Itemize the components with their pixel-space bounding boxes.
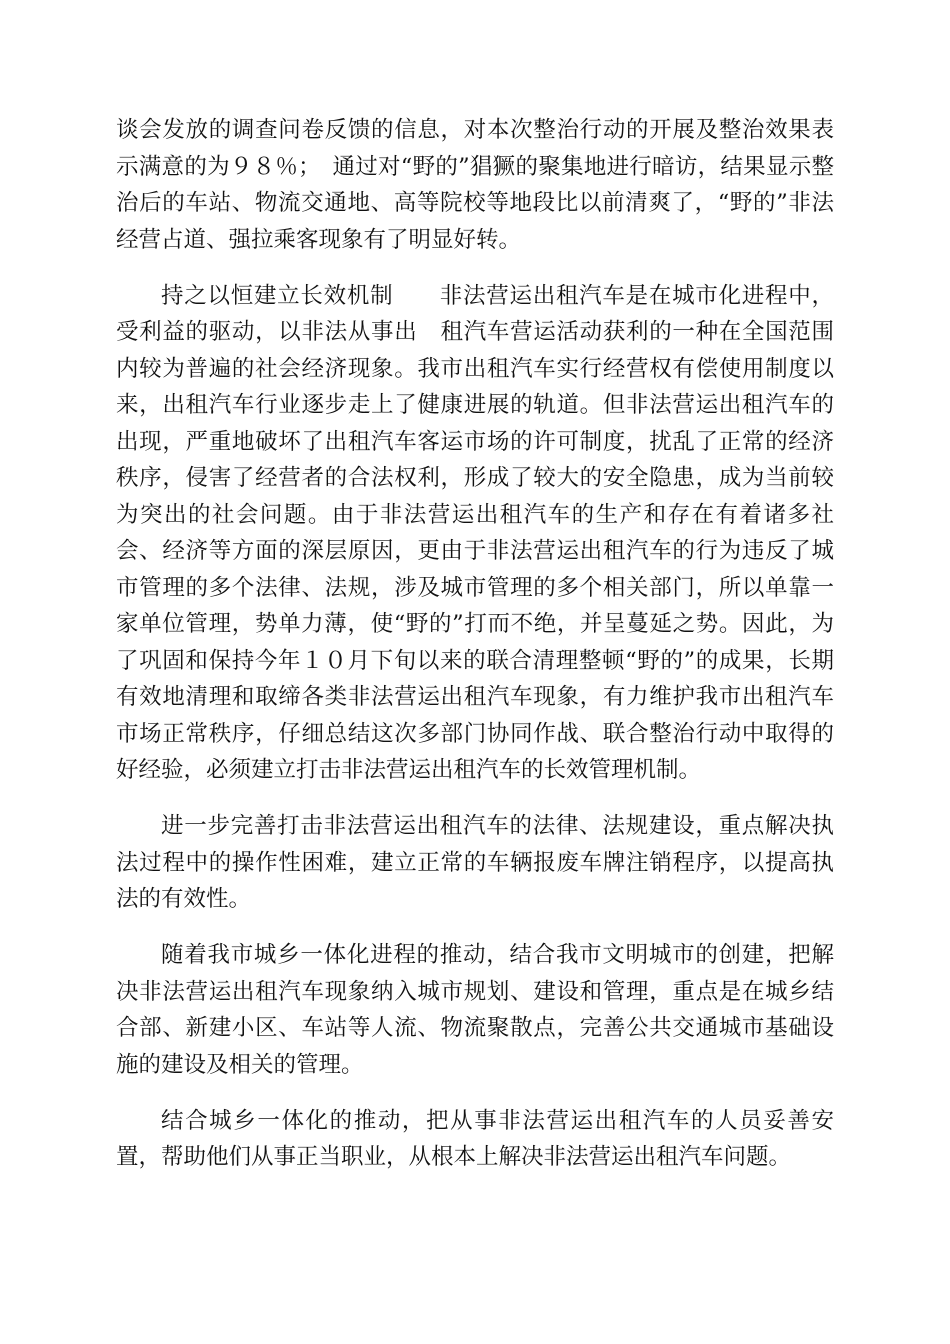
document-body bbox=[116, 112, 834, 1176]
paragraph-long-term-mechanism: 持之以恒建立长效机制 非法营运出租汽车是在城市化进程中，受利益的驱动，以非法从事出 租汽车营运活动获利的一种在全国范围内较为普遍的社会经济现象。我市出租汽车实行经营权有偿使用制度以来，出租汽车行业逐步走上了健康进展的轨道。但非法营运出租汽车的出现，严重地破坏了出租汽车客运市场的许可制度，扰乱了正常的经济秩序，侵害了经营者的合法权利，形成了较大的安全隐患，成为当前较为突出的社会问题。由于非法营运出租汽车的生产和存在有着诸多社会、经济等方面的深层原因，更由于非法营运出租汽车的行为违反了城市管理的多个法律、法规，涉及城市管理的多个相关部门，所以单靠一家单位管理，势单力薄，使“野的”打而不绝，并呈蔓延之势。因此，为了巩固和保持今年１０月下旬以来的联合清理整顿“野的”的成果，长期有效地清理和取缔各类非法营运出租汽车现象，有力维护我市出租汽车市场正常秩序，仔细总结这次多部门协同作战、联合整治行动中取得的好经验，必须建立打击非法营运出租汽车的长效管理机制。 bbox=[116, 282, 834, 783]
paragraph-survey-results: 谈会发放的调查问卷反馈的信息，对本次整治行动的开展及整治效果表示满意的为９８％； 通过对“野的”猖獗的聚集地进行暗访，结果显示整治后的车站、物流交通地、高等院校等地段比以前清爽了，“野的”非法经营占道、强拉乘客现象有了明显好转。 bbox=[116, 117, 834, 253]
paragraph-legal-construction: 进一步完善打击非法营运出租汽车的法律、法规建设，重点解决执法过程中的操作性困难，建立正常的车辆报废车牌注销程序，以提高执法的有效性。 bbox=[116, 813, 834, 912]
paragraph-personnel-placement: 结合城乡一体化的推动，把从事非法营运出租汽车的人员妥善安置，帮助他们从事正当职业，从根本上解决非法营运出租汽车问题。 bbox=[116, 1107, 834, 1170]
paragraph-urban-planning: 随着我市城乡一体化进程的推动，结合我市文明城市的创建，把解决非法营运出租汽车现象纳入城市规划、建设和管理，重点是在城乡结合部、新建小区、车站等人流、物流聚散点，完善公共交通城市基础设施的建设及相关的管理。 bbox=[116, 942, 834, 1078]
